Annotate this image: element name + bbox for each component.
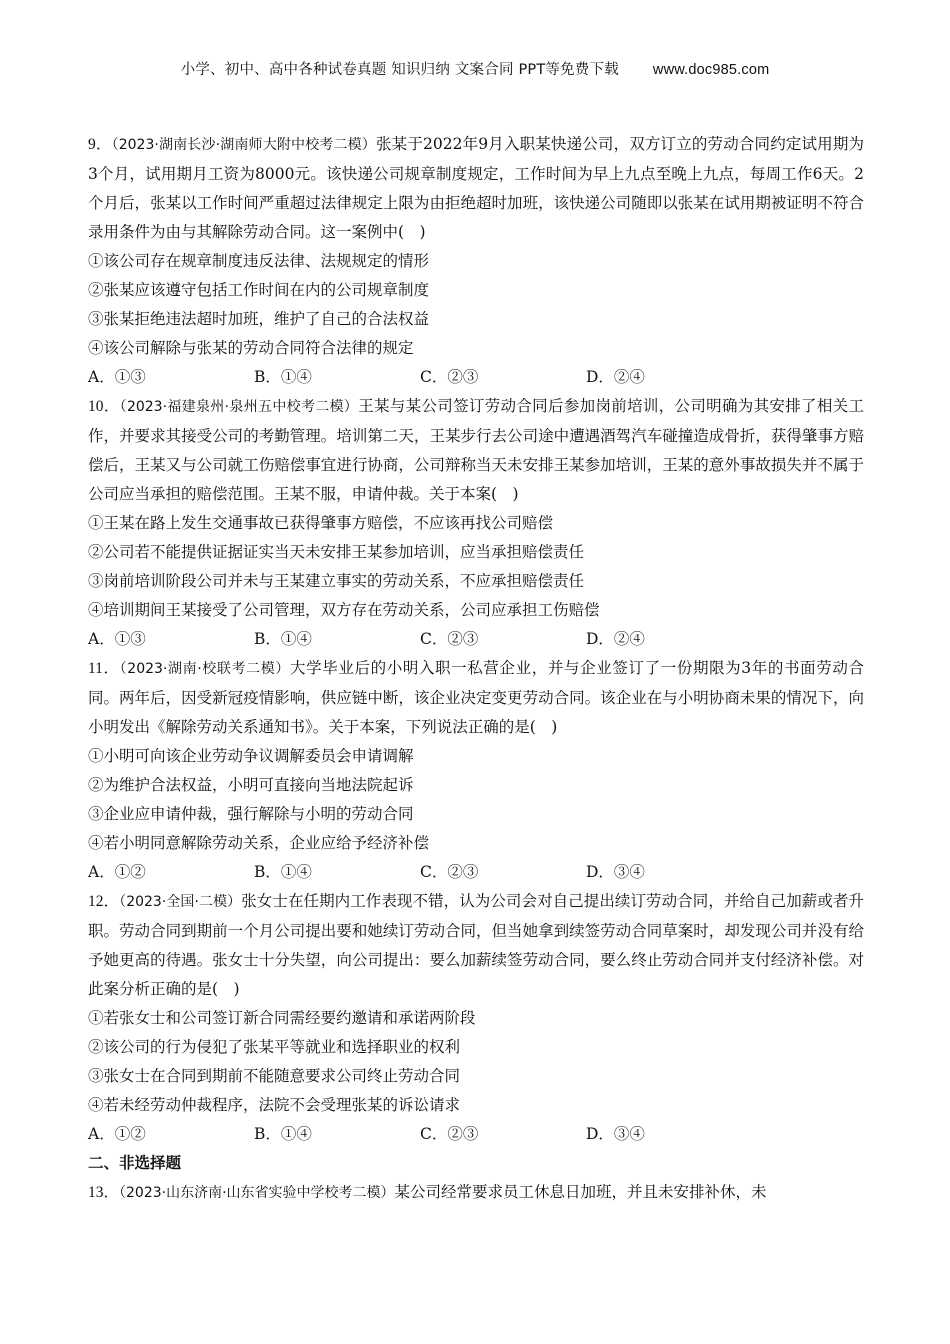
question-10 (88, 392, 864, 654)
choice-a: A．①③ (88, 368, 146, 386)
question-source: （2023·福建泉州·泉州五中校考二模） (119, 399, 359, 415)
document-body (88, 130, 864, 1208)
question-stem (88, 130, 864, 247)
statement: ②张某应该遵守包括工作时间在内的公司规章制度 (88, 281, 430, 299)
choice-d: D．③④ (586, 1125, 645, 1143)
question-stem (88, 1178, 864, 1208)
question-number: 9． (88, 136, 112, 153)
choice-b: B．①④ (254, 368, 312, 386)
choice-c: C．②③ (420, 863, 479, 881)
question-source: （2023·全国·二模） (119, 894, 242, 910)
choice-c: C．②③ (420, 1125, 479, 1143)
question-source: （2023·山东济南·山东省实验中学校考二模） (119, 1185, 395, 1201)
choice-b: B．①④ (254, 630, 312, 648)
statement: ①王某在路上发生交通事故已获得肇事方赔偿，不应该再找公司赔偿 (88, 514, 554, 532)
choice-d: D．③④ (586, 863, 645, 881)
choice-b: B．①④ (254, 1125, 312, 1143)
statement: ③企业应申请仲裁，强行解除与小明的劳动合同 (88, 805, 414, 823)
choice-b: B．①④ (254, 863, 312, 881)
choice-row (88, 625, 864, 654)
statement: ④若小明同意解除劳动关系，企业应给予经济补偿 (88, 834, 430, 852)
statement: ③岗前培训阶段公司并未与王某建立事实的劳动关系，不应承担赔偿责任 (88, 572, 585, 590)
header-text: 小学、初中、高中各种试卷真题 知识归纳 文案合同 PPT等免费下载 (180, 62, 619, 78)
statement: ②该公司的行为侵犯了张某平等就业和选择职业的权利 (88, 1038, 461, 1056)
choice-row (88, 363, 864, 392)
statement: ④该公司解除与张某的劳动合同符合法律的规定 (88, 339, 414, 357)
question-text: 张某于2022年9月入职某快递公司，双方订立的劳动合同约定试用期为3个月，试用期月工资为8000元。该快递公司规章制度规定，工作时间为早上九点至晚上九点，每周工作6天。2个月后，张某以工作时间严重超过法律规定上限为由拒绝超时加班，该快递公司随即以张某在试用期被证明不符合录用条件为由与其解除劳动合同。这一案例中( ) (88, 135, 864, 241)
question-text: 王某与某公司签订劳动合同后参加岗前培训，公司明确为其安排了相关工作，并要求其接受公司的考勤管理。培训第二天，王某步行去公司途中遭遇酒驾汽车碰撞造成骨折，获得肇事方赔偿后，王某又与公司就工伤赔偿事宜进行协商，公司辩称当天未安排王某参加培训，王某的意外事故损失并不属于公司应当承担的赔偿范围。王某不服，申请仲裁。关于本案( ) (88, 397, 864, 503)
page-header (0, 58, 950, 79)
question-number: 13． (88, 1184, 120, 1201)
statement: ①该公司存在规章制度违反法律、法规规定的情形 (88, 252, 430, 270)
choice-c: C．②③ (420, 368, 479, 386)
statement: ④若未经劳动仲裁程序，法院不会受理张某的诉讼请求 (88, 1096, 461, 1114)
choice-a: A．①② (88, 863, 146, 881)
question-text: 某公司经常要求员工休息日加班，并且未安排补休，未 (394, 1183, 767, 1201)
question-9 (88, 130, 864, 392)
statement: ①小明可向该企业劳动争议调解委员会申请调解 (88, 747, 414, 765)
question-12 (88, 887, 864, 1149)
statement: ②为维护合法权益，小明可直接向当地法院起诉 (88, 776, 414, 794)
statement: ①若张女士和公司签订新合同需经要约邀请和承诺两阶段 (88, 1009, 476, 1027)
question-stem (88, 392, 864, 509)
question-number: 10． (88, 398, 120, 415)
statement: ④培训期间王某接受了公司管理，双方存在劳动关系，公司应承担工伤赔偿 (88, 601, 600, 619)
question-source: （2023·湖南长沙·湖南师大附中校考二模） (111, 137, 377, 153)
question-11 (88, 654, 864, 887)
header-site-link[interactable]: www.doc985.com (652, 62, 770, 78)
statement: ③张女士在合同到期前不能随意要求公司终止劳动合同 (88, 1067, 461, 1085)
question-source: （2023·湖南·校联考二模） (119, 661, 290, 677)
question-stem (88, 887, 864, 1004)
choice-c: C．②③ (420, 630, 479, 648)
choice-a: A．①③ (88, 630, 146, 648)
question-stem (88, 654, 864, 742)
choice-row (88, 1120, 864, 1149)
question-text: 大学毕业后的小明入职一私营企业，并与企业签订了一份期限为3年的书面劳动合同。两年后，因受新冠疫情影响，供应链中断，该企业决定变更劳动合同。该企业在与小明协商未果的情况下，向小明发出《解除劳动关系通知书》。关于本案，下列说法正确的是( ) (88, 659, 864, 736)
question-number: 11． (88, 660, 120, 677)
question-number: 12． (88, 893, 120, 910)
choice-d: D．②④ (586, 630, 645, 648)
statement: ③张某拒绝违法超时加班，维护了自己的合法权益 (88, 310, 430, 328)
question-13 (88, 1178, 864, 1208)
section-title: 二、非选择题 (88, 1154, 182, 1172)
question-text: 张女士在任期内工作表现不错，认为公司会对自己提出续订劳动合同，并给自己加薪或者升职。劳动合同到期前一个月公司提出要和她续订劳动合同，但当她拿到续签劳动合同草案时，却发现公司并没有给予她更高的待遇。张女士十分失望，向公司提出：要么加薪续签劳动合同，要么终止劳动合同并支付经济补偿。对此案分析正确的是( ) (88, 892, 864, 998)
choice-row (88, 858, 864, 887)
choice-a: A．①② (88, 1125, 146, 1143)
statement: ②公司若不能提供证据证实当天未安排王某参加培训，应当承担赔偿责任 (88, 543, 585, 561)
choice-d: D．②④ (586, 368, 645, 386)
